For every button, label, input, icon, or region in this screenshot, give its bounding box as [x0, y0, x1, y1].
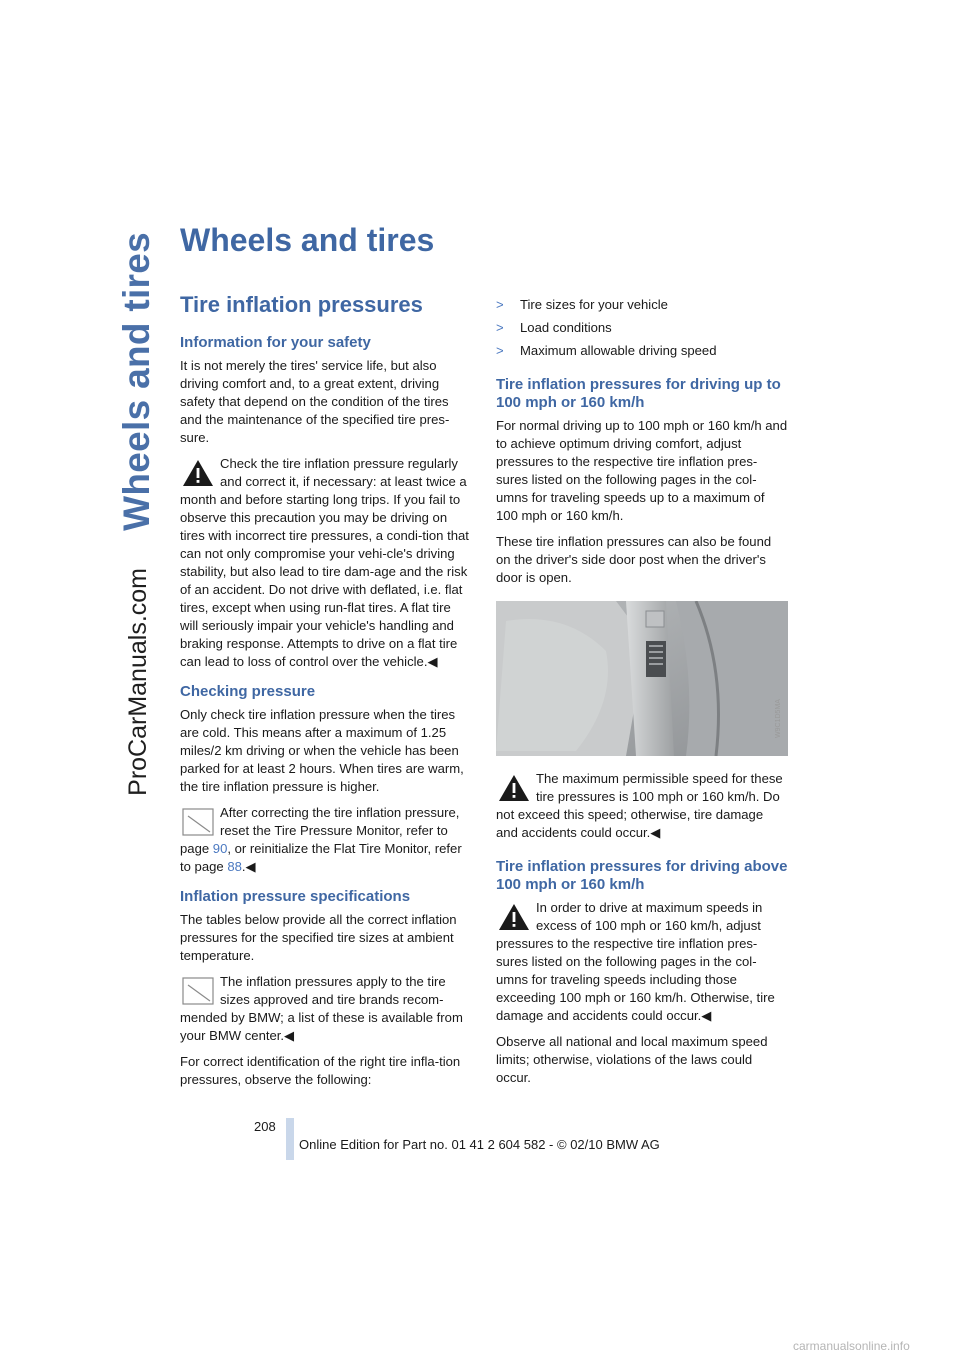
above-100-heading: Tire inflation pressures for driving above 100 mph or 160 km/h	[496, 858, 788, 893]
checking-paragraph: Only check tire inflation pressure when the tires are cold. This means after a maximum of 1.25 miles/2 km driving or when the vehicle has been parked for at least 2 hours. When tires are warm, the tire inflation pressure is higher.	[180, 707, 464, 794]
list-item: > Load conditions	[496, 320, 612, 335]
page-number: 208	[254, 1119, 276, 1134]
note-arrow-icon	[180, 806, 216, 838]
right-column	[496, 296, 788, 1095]
above-100-note-text: In order to drive at maximum speeds in excess of 100 mph or 160 km/h, adjust pressures to the respective tire inflation pres-sures listed on the following pages in the col-umns for traveling speeds including those exceeding 100 mph or 160 km/h. Otherwise, tire damage and accidents could occur.◀	[496, 900, 775, 1023]
warning-icon	[496, 901, 532, 933]
page-link-90[interactable]: 90	[212, 841, 228, 856]
safety-paragraph: It is not merely the tires' service life, but also driving comfort and, to a great extent, driving safety that depend on the condition of the tires and the maintenance of the specified tire pres-sure.	[180, 358, 450, 445]
checking-info-note	[180, 804, 472, 876]
bullet-mark: >	[496, 297, 504, 312]
edition-text: Online Edition for Part no. 01 41 2 604 582 - © 02/10 BMW AG	[299, 1137, 660, 1152]
page-link-88[interactable]: 88	[227, 859, 242, 874]
checking-note-text-a: After correcting the tire inflation pressure, reset the Tire Pressure Monitor, refer to page	[180, 805, 460, 856]
section-heading: Tire inflation pressures	[180, 292, 423, 317]
max-speed-warning-note	[496, 770, 788, 842]
up-to-100-paragraph: For normal driving up to 100 mph or 160 km/h and to achieve optimum driving comfort, adjust pressures to the respective tire inflation pres-sures listed on the following pages in the col-umns for traveling speeds up to a maximum of 100 mph or 160 km/h.	[496, 418, 788, 523]
spec-paragraph-2: For correct identification of the right tire infla-tion pressures, observe the following:	[180, 1054, 461, 1087]
safety-heading: Information for your safety	[180, 334, 371, 351]
list-item: > Maximum allowable driving speed	[496, 343, 717, 358]
door-post-photo	[496, 601, 788, 756]
max-speed-note-text: The maximum permissible speed for these tire pressures is 100 mph or 160 km/h. Do not exceed this speed; otherwise, tire damage and accidents could occur.◀	[496, 771, 783, 840]
checking-note-text-c: .◀	[241, 859, 256, 874]
spec-heading: Inflation pressure specifications	[180, 888, 411, 905]
above-100-warning-note	[496, 899, 788, 1025]
up-to-100-heading: Tire inflation pressures for driving up to 100 mph or 160 km/h	[496, 376, 781, 411]
site-watermark: carmanualsonline.info	[793, 1339, 910, 1353]
bullet-mark: >	[496, 320, 504, 335]
page-title: Wheels and tires	[180, 222, 435, 258]
footer-bar	[286, 1118, 294, 1160]
criteria-list	[496, 296, 788, 360]
warning-icon	[180, 457, 216, 489]
up-to-100-paragraph-2: These tire inflation pressures can also be found on the driver's side door post when the driver's door is open.	[496, 534, 772, 585]
sidebar-section-title: Wheels and tires	[116, 232, 157, 531]
checking-note-text-b: , or reinitialize the Flat Tire Monitor, refer to page	[180, 841, 462, 874]
watermark: ProCarManuals.com	[124, 568, 152, 796]
list-item: > Tire sizes for your vehicle	[496, 297, 668, 312]
spec-note-text: The inflation pressures apply to the tire sizes approved and tire brands recom-mended by BMW; a list of these is available from your BMW center.◀	[180, 974, 463, 1043]
bullet-mark: >	[496, 343, 504, 358]
note-arrow-icon	[180, 975, 216, 1007]
spec-paragraph: The tables below provide all the correct inflation pressures for the specified tire sizes at ambient temperature.	[180, 912, 457, 963]
spec-info-note	[180, 973, 472, 1045]
warning-icon	[496, 772, 532, 804]
safety-warning-note	[180, 455, 472, 671]
door-post-image	[496, 601, 788, 756]
safety-note-text: Check the tire inflation pressure regularly and correct it, if necessary: at least twice a month and before starting long trips. If you fail to observe this precaution you may be driving on tires with incorrect tire pressures, a condi-tion that can not only compromise your vehi-cle's driving stability, but also lead to tire dam-age and the risk of an accident. Do not drive with deflated, i.e. flat tires, except when using run-flat tires. A flat tire will seriously impair your vehicle's handling and braking response. Attempts to drive on a flat tire can lead to loss of control over the vehicle.◀	[180, 456, 469, 669]
speed-limits-paragraph: Observe all national and local maximum speed limits; otherwise, violations of the laws could occur.	[496, 1034, 768, 1085]
checking-heading: Checking pressure	[180, 683, 316, 700]
photo-code: W9C1D5MA	[775, 699, 783, 738]
left-column	[180, 292, 472, 1097]
